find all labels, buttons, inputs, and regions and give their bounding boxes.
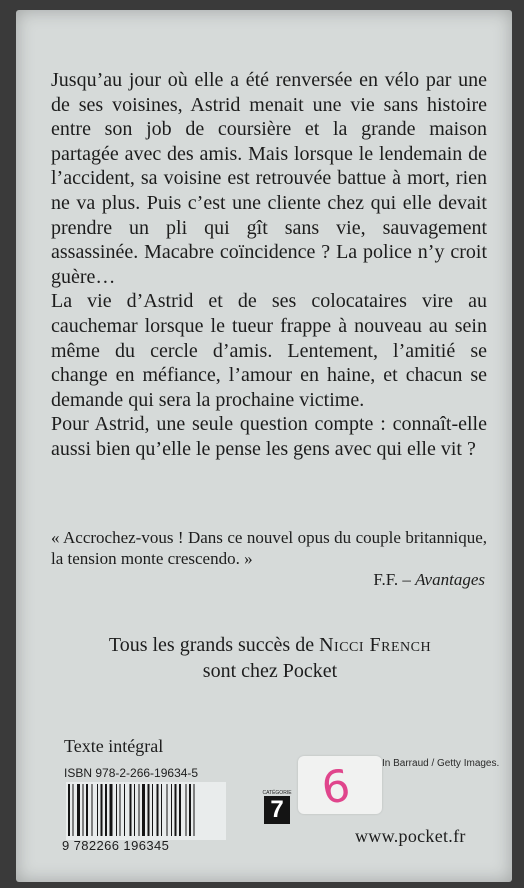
press-review	[51, 527, 487, 590]
unabridged-label: Texte intégral	[64, 736, 164, 756]
author-name: Nicci French	[319, 634, 432, 656]
website-url: www.pocket.fr	[355, 826, 466, 846]
review-author: F.F. –	[373, 570, 416, 589]
review-source: Avantages	[415, 570, 485, 589]
barcode-number: 9 782266 196345	[62, 838, 170, 853]
handwritten-price: 6	[318, 760, 354, 815]
synopsis-paragraph: Jusqu’au jour où elle a été renversée en vélo par une de ses voisines, Astrid menait une vie sans histoire entre son job de coursière et la grande maison partagée avec des amis. Mais lorsque le lendemain de l’accident, sa voisine est retrouvée battue à mort, rien ne va plus. Puis c’est une cliente chez qui elle devait prendre un pli qui gît sans vie, sauvagement assassinée. Macabre coïncidence ? La police n’y croit guère…	[51, 69, 487, 288]
isbn-label: ISBN 978-2-266-19634-5	[64, 766, 199, 780]
synopsis	[51, 68, 487, 462]
review-attribution	[51, 569, 487, 590]
synopsis-paragraph: Pour Astrid, une seule question compte : connaît-elle aussi bien qu’elle le pense les gens avec qui elle vit ?	[51, 413, 487, 460]
price-sticker	[298, 756, 382, 814]
publisher-promo	[60, 632, 480, 684]
price-category	[262, 790, 292, 826]
promo-text: Tous les grands succès de	[108, 634, 320, 656]
photo-credit: In Barraud / Getty Images.	[382, 758, 500, 769]
review-quote: « Accrochez-vous ! Dans ce nouvel opus du couple britannique, la tension monte crescendo. »	[51, 528, 487, 568]
category-label: CATÉGORIE	[262, 790, 292, 796]
synopsis-paragraph: La vie d’Astrid et de ses colocataires vire au cauchemar lorsque le tueur frappe à nouveau au sein même du cercle d’amis. Lentement, l’amitié se change en méfiance, l’amour en haine, et chacun se demande qui sera la prochaine victime.	[51, 290, 487, 411]
barcode-icon	[66, 782, 226, 840]
promo-line-1	[60, 632, 480, 658]
promo-line-2: sont chez Pocket	[202, 660, 338, 682]
category-number: 7	[264, 796, 290, 824]
